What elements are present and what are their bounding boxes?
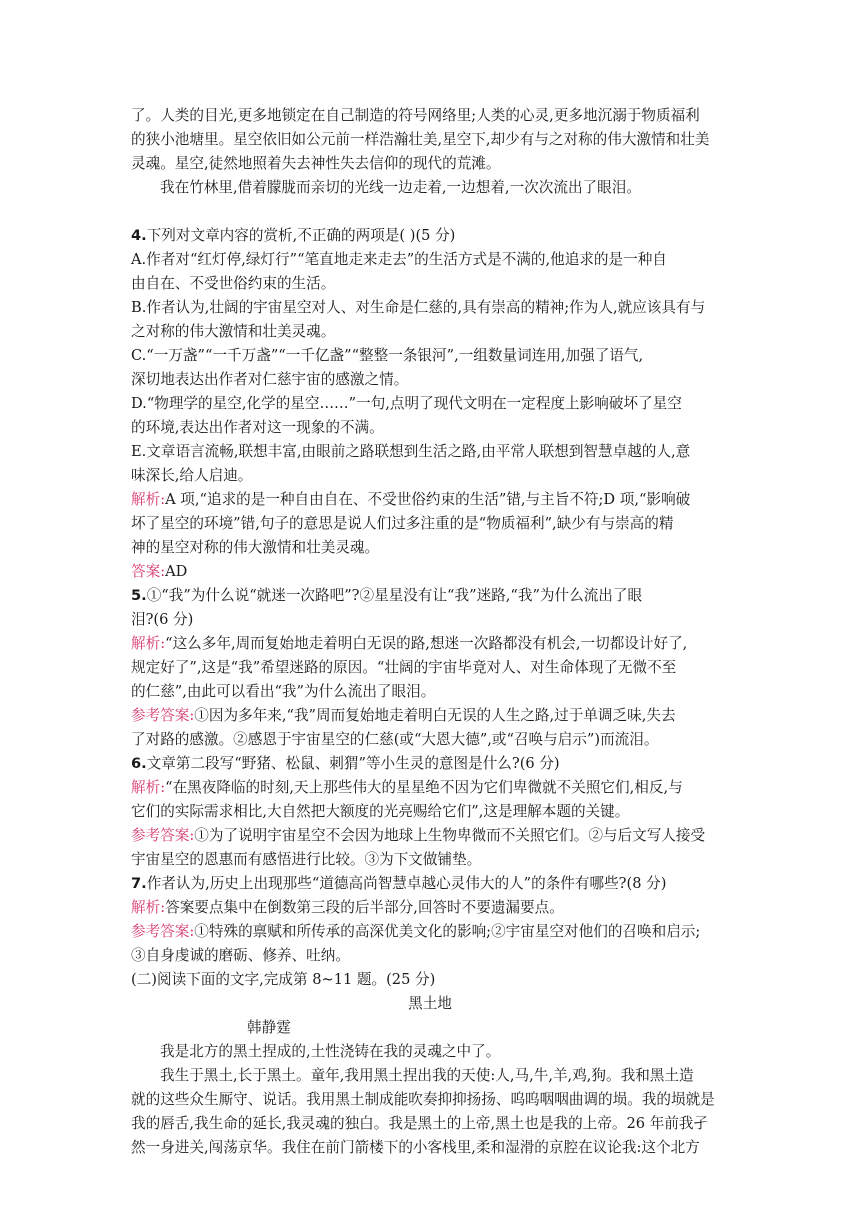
option-e-line: E.文章语言流畅,联想丰富,由眼前之路联想到生活之路,由平常人联想到智慧卓越的人,意 <box>131 443 691 460</box>
reference-answer: 参考答案:①特殊的禀赋和所传承的高深优美文化的影响;②宇宙星空对他们的召唤和启示; <box>131 923 701 940</box>
analysis: 解析:答案要点集中在倒数第三段的后半部分,回答时不要遗漏要点。 <box>131 899 564 916</box>
answer <box>131 560 731 584</box>
option-b-line: 之对称的伟大激情和壮美灵魂。 <box>131 323 336 340</box>
answer-label: 答案: <box>131 563 166 580</box>
article-line: 就的这些众生厮守、说话。我用黑土制成能吹奏抑抑扬扬、呜呜咽咽曲调的埙。我的埙就是 <box>131 1091 715 1108</box>
option-e-line: 味深长,给人启迪。 <box>131 467 253 484</box>
analysis-label: 解析: <box>131 899 166 916</box>
question-4 <box>131 224 731 248</box>
question-stem: ①“我”为什么说“就迷一次路吧”?②星星没有让“我”迷路,“我”为什么流出了眼 <box>146 587 643 604</box>
question-number: 7. <box>131 875 147 892</box>
article-title: 黑土地 <box>408 995 452 1012</box>
reference-answer-line: 宇宙星空的恩惠而有感悟进行比较。③为下文做铺垫。 <box>131 851 482 868</box>
passage-line: 灵魂。星空,徒然地照着失去神性失去信仰的现代的荒滩。 <box>131 155 501 172</box>
analysis-label: 解析: <box>131 779 166 796</box>
section-heading: (二)阅读下面的文字,完成第 8~11 题。(25 分) <box>131 971 436 988</box>
reference-answer-label: 参考答案: <box>131 827 195 844</box>
article-line: 我的唇舌,我生命的延长,我灵魂的独白。我是黑土的上帝,黑土也是我的上帝。26 年前我孑 <box>131 1115 709 1132</box>
article-paragraph: 我是北方的黑土捏成的,土性浇铸在我的灵魂之中了。 <box>160 1043 501 1060</box>
passage-line: 了。人类的目光,更多地锁定在自己制造的符号网络里;人类的心灵,更多地沉溺于物质福利 <box>131 107 700 124</box>
question-stem: 下列对文章内容的赏析,不正确的两项是( )(5 分) <box>146 227 456 244</box>
reference-answer: 参考答案:①为了说明宇宙星空不会因为地球上生物卑微而不关照它们。②与后文写人接受 <box>131 827 706 844</box>
reference-answer-line: 了对路的感激。②感恩于宇宙星空的仁慈(或“大恩大德”,或“召唤与启示”)而流泪。 <box>131 731 659 748</box>
option-d-line: D.“物理学的星空,化学的星空……”一句,点明了现代文明在一定程度上影响破坏了星空 <box>131 395 682 412</box>
article-paragraph: 我生于黑土,长于黑土。童年,我用黑土捏出我的天使:人,马,牛,羊,鸡,狗。我和黑土造 <box>160 1067 694 1084</box>
analysis: 解析:“在黑夜降临的时刻,天上那些伟大的星星绝不因为它们卑微就不关照它们,相反,与 <box>131 779 683 796</box>
question-6 <box>131 752 731 776</box>
passage-last-paragraph: 我在竹林里,借着朦胧而亲切的光线一边走着,一边想着,一次次流出了眼泪。 <box>160 179 641 196</box>
reference-answer-label: 参考答案: <box>131 923 195 940</box>
analysis-line: 规定好了”,这是“我”希望迷路的原因。“壮阔的宇宙毕竟对人、对生命体现了无微不至 <box>131 659 677 676</box>
answer-value: AD <box>165 563 188 580</box>
question-5 <box>131 584 731 608</box>
option-a-line: 由自在、不受世俗约束的生活。 <box>131 275 336 292</box>
option-d-line: 的环境,表达出作者对这一现象的不满。 <box>131 419 384 436</box>
passage-line: 的狭小池塘里。星空依旧如公元前一样浩瀚壮美,星空下,却少有与之对称的伟大激情和壮美 <box>131 131 710 148</box>
analysis-line: 它们的实际需求相比,大自然把大额度的光亮赐给它们”,这是理解本题的关键。 <box>131 803 630 820</box>
article-author: 韩静霆 <box>247 1019 291 1036</box>
reference-answer-label: 参考答案: <box>131 707 195 724</box>
question-stem: 文章第二段写“野猪、松鼠、刺猬”等小生灵的意图是什么?(6 分) <box>146 755 560 772</box>
analysis-line: 神的星空对称的伟大激情和壮美灵魂。 <box>131 539 380 556</box>
analysis-label: 解析: <box>131 635 166 652</box>
question-stem-line: 泪?(6 分) <box>131 611 194 628</box>
analysis-line: 坏了星空的环境”错,句子的意思是说人们过多注重的是“物质福利”,缺少有与崇高的精 <box>131 515 674 532</box>
option-c-line: 深切地表达出作者对仁慈宇宙的感激之情。 <box>131 371 409 388</box>
question-number: 5. <box>131 587 147 604</box>
analysis-label: 解析: <box>131 491 166 508</box>
reference-answer: 参考答案:①因为多年来,“我”周而复始地走着明白无误的人生之路,过于单调乏味,失去 <box>131 707 676 724</box>
option-b-line: B.作者认为,壮阔的宇宙星空对人、对生命是仁慈的,具有崇高的精神;作为人,就应该具有与 <box>131 299 706 316</box>
question-7 <box>131 872 731 896</box>
option-c-line: C.“一万盏”“一千万盏”“一千亿盏”“整整一条银河”,一组数量词连用,加强了语气, <box>131 347 644 364</box>
analysis: 解析:A 项,“追求的是一种自由自在、不受世俗约束的生活”错,与主旨不符;D 项,“影响破 <box>131 491 691 508</box>
article-line: 然一身进关,闯荡京华。我住在前门箭楼下的小客栈里,柔和湿滑的京腔在议论我:这个北方 <box>131 1139 700 1156</box>
question-stem: 作者认为,历史上出现那些“道德高尚智慧卓越心灵伟大的人”的条件有哪些?(8 分) <box>146 875 667 892</box>
question-number: 4. <box>131 227 147 244</box>
reference-answer-line: ③自身虔诚的磨砺、修养、吐纳。 <box>131 947 350 964</box>
analysis-line: 的仁慈”,由此可以看出“我”为什么流出了眼泪。 <box>131 683 436 700</box>
question-number: 6. <box>131 755 147 772</box>
option-a-line: A.作者对“红灯停,绿灯行”“笔直地走来走去”的生活方式是不满的,他追求的是一种自 <box>131 251 667 268</box>
analysis: 解析:“这么多年,周而复始地走着明白无误的路,想迷一次路都没有机会,一切都设计好了, <box>131 635 688 652</box>
